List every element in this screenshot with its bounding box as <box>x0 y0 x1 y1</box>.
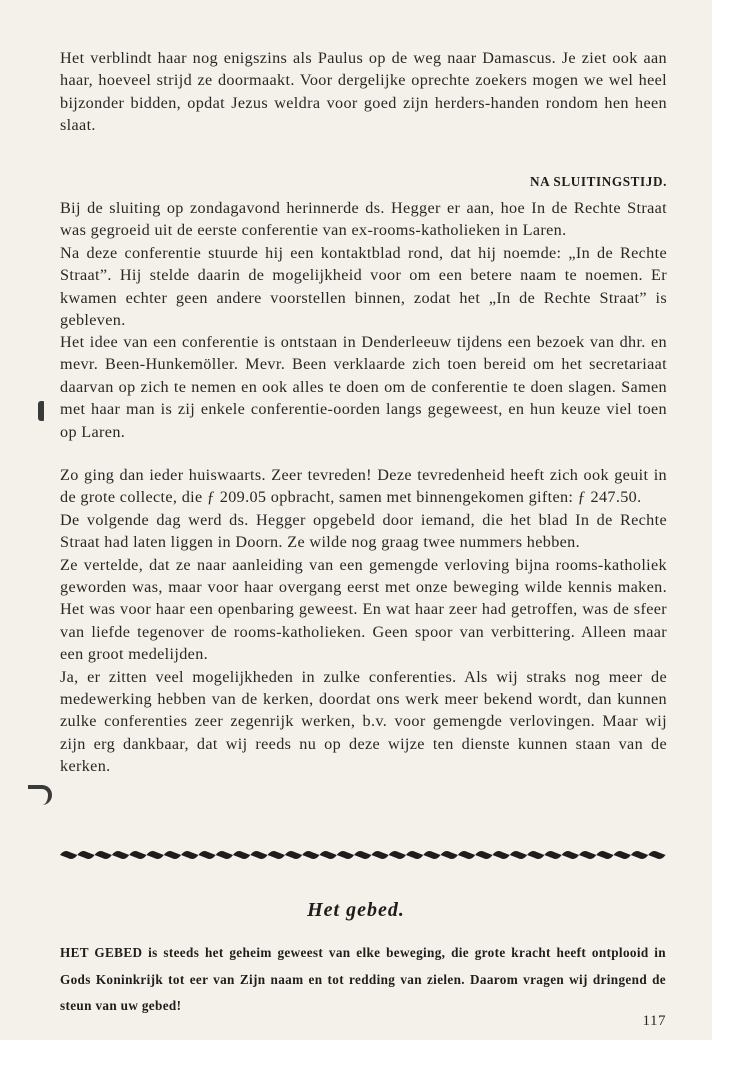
rope-segment <box>198 851 215 859</box>
rope-segment <box>250 851 267 859</box>
huiswaarts-paragraphs <box>60 464 667 778</box>
rope-segment <box>95 851 112 859</box>
scan-margin-right <box>712 0 738 1068</box>
rope-segment <box>164 851 181 859</box>
paragraph-text: Het verblindt haar nog enigszins als Paulus op de weg naar Damascus. Je ziet ook aan haar, hoeveel strijd ze doormaakt. Voor dergelijke oprechte zoekers mogen we wel heel bijzonder bidden, opdat Jezus weldra voor goed zijn herders-handen rondom hen heen slaat. <box>60 49 667 135</box>
rope-segment <box>458 851 475 859</box>
rope-segment <box>614 851 631 859</box>
binding-mark-icon <box>38 401 44 421</box>
rope-segment <box>268 851 285 859</box>
sluiting-paragraphs <box>60 197 667 331</box>
paragraph-text: Ze vertelde, dat ze naar aanleiding van een gemengde verloving bijna rooms-katholiek geworden was, maar voor haar overgang eerst met onze beweging wilde kennis maken. Het was voor haar een openbaring geweest. En wat haar zeer had getroffen, was de sfeer van liefde tegenover de rooms-katholieken. Geen spoor van verbittering. Alleen maar een groot medelijden. <box>60 555 667 664</box>
rope-segment <box>527 851 544 859</box>
rope-segment <box>510 851 527 859</box>
rope-segment <box>544 851 561 859</box>
paragraph-text: Na deze conferentie stuurde hij een kontaktblad rond, dat hij noemde: „In de Rechte Straat”. Hij stelde daarin de mogelijkheid voor om een betere naam te noemen. Er kwamen echter geen andere voorstellen binnen, zodat het „In de Rechte Straat” is gebleven. <box>60 243 667 330</box>
paragraph-text: Zo ging dan ieder huiswaarts. Zeer tevreden! Deze tevredenheid heeft zich ook geuit in de grote collecte, die ƒ 209.05 opbracht, samen met binnengekomen giften: ƒ 247.50. <box>60 466 667 507</box>
rope-segment <box>666 851 667 859</box>
rope-segment <box>320 851 337 859</box>
twisted-rope-divider-icon <box>60 848 666 862</box>
rope-segment <box>579 851 596 859</box>
paragraph-text: Bij de sluiting op zondagavond herinnerde ds. Hegger er aan, hoe In de Rechte Straat was gegroeid uit de eerste conferentie van ex-rooms-katholieken in Laren. <box>60 199 667 240</box>
rope-segment <box>631 851 648 859</box>
rope-segment <box>596 851 613 859</box>
page-number: 117 <box>642 1013 666 1029</box>
rope-segment <box>337 851 354 859</box>
intro-paragraph <box>60 47 667 137</box>
paragraph-text: Ja, er zitten veel mogelijkheden in zulke conferenties. Als wij straks nog meer de medewerking hebben van de kerken, doordat ons werk meer bekend wordt, dan kunnen zulke conferenties zeer zegenrijk werken, b.v. voor gemengde verlovingen. Maar wij zijn erg dankbaar, dat wij reeds nu op deze wijze ten dienste kunnen staan van de kerken. <box>60 667 667 776</box>
binding-mark-icon <box>28 785 52 805</box>
rope-segment <box>354 851 371 859</box>
rope-segment <box>423 851 440 859</box>
rope-segment <box>302 851 319 859</box>
rope-segment <box>147 851 164 859</box>
rope-segment <box>389 851 406 859</box>
gebed-title: Het gebed. <box>307 899 405 921</box>
rope-segment <box>406 851 423 859</box>
idee-paragraph <box>60 331 667 443</box>
rope-segment <box>475 851 492 859</box>
section-heading: NA SLUITINGSTIJD. <box>530 174 667 189</box>
rope-segment <box>441 851 458 859</box>
scan-margin-bottom <box>0 1040 738 1068</box>
rope-segment <box>129 851 146 859</box>
rope-segment <box>60 851 77 859</box>
rope-segment <box>216 851 233 859</box>
rope-segment <box>371 851 388 859</box>
rope-segment <box>233 851 250 859</box>
rope-segment <box>77 851 94 859</box>
rope-segment <box>285 851 302 859</box>
rope-segment <box>648 851 665 859</box>
paragraph-text: De volgende dag werd ds. Hegger opgebeld door iemand, die het blad In de Rechte Straat had laten liggen in Doorn. Ze wilde nog graag twee nummers hebben. <box>60 510 667 552</box>
gebed-body: HET GEBED is steeds het geheim geweest van elke beweging, die grote kracht heeft ontplooid in Gods Koninkrijk tot eer van Zijn naam en tot redding van zielen. Daarom vragen wij dringend de steun van uw gebed! <box>60 945 666 1013</box>
rope-segment <box>562 851 579 859</box>
rope-segment <box>181 851 198 859</box>
rope-segment <box>112 851 129 859</box>
paragraph-text: Het idee van een conferentie is ontstaan in Denderleeuw tijdens een bezoek van dhr. en mevr. Been-Hunkemöller. Mevr. Been verklaarde zich toen bereid om het secretariaat daarvan op zich te nemen en ook alles te doen om de conferentie te doen slagen. Samen met haar man is zij enkele conferentie-oorden langs gegeweest, en hun keuze viel toen op Laren. <box>60 333 667 441</box>
rope-segment <box>493 851 510 859</box>
